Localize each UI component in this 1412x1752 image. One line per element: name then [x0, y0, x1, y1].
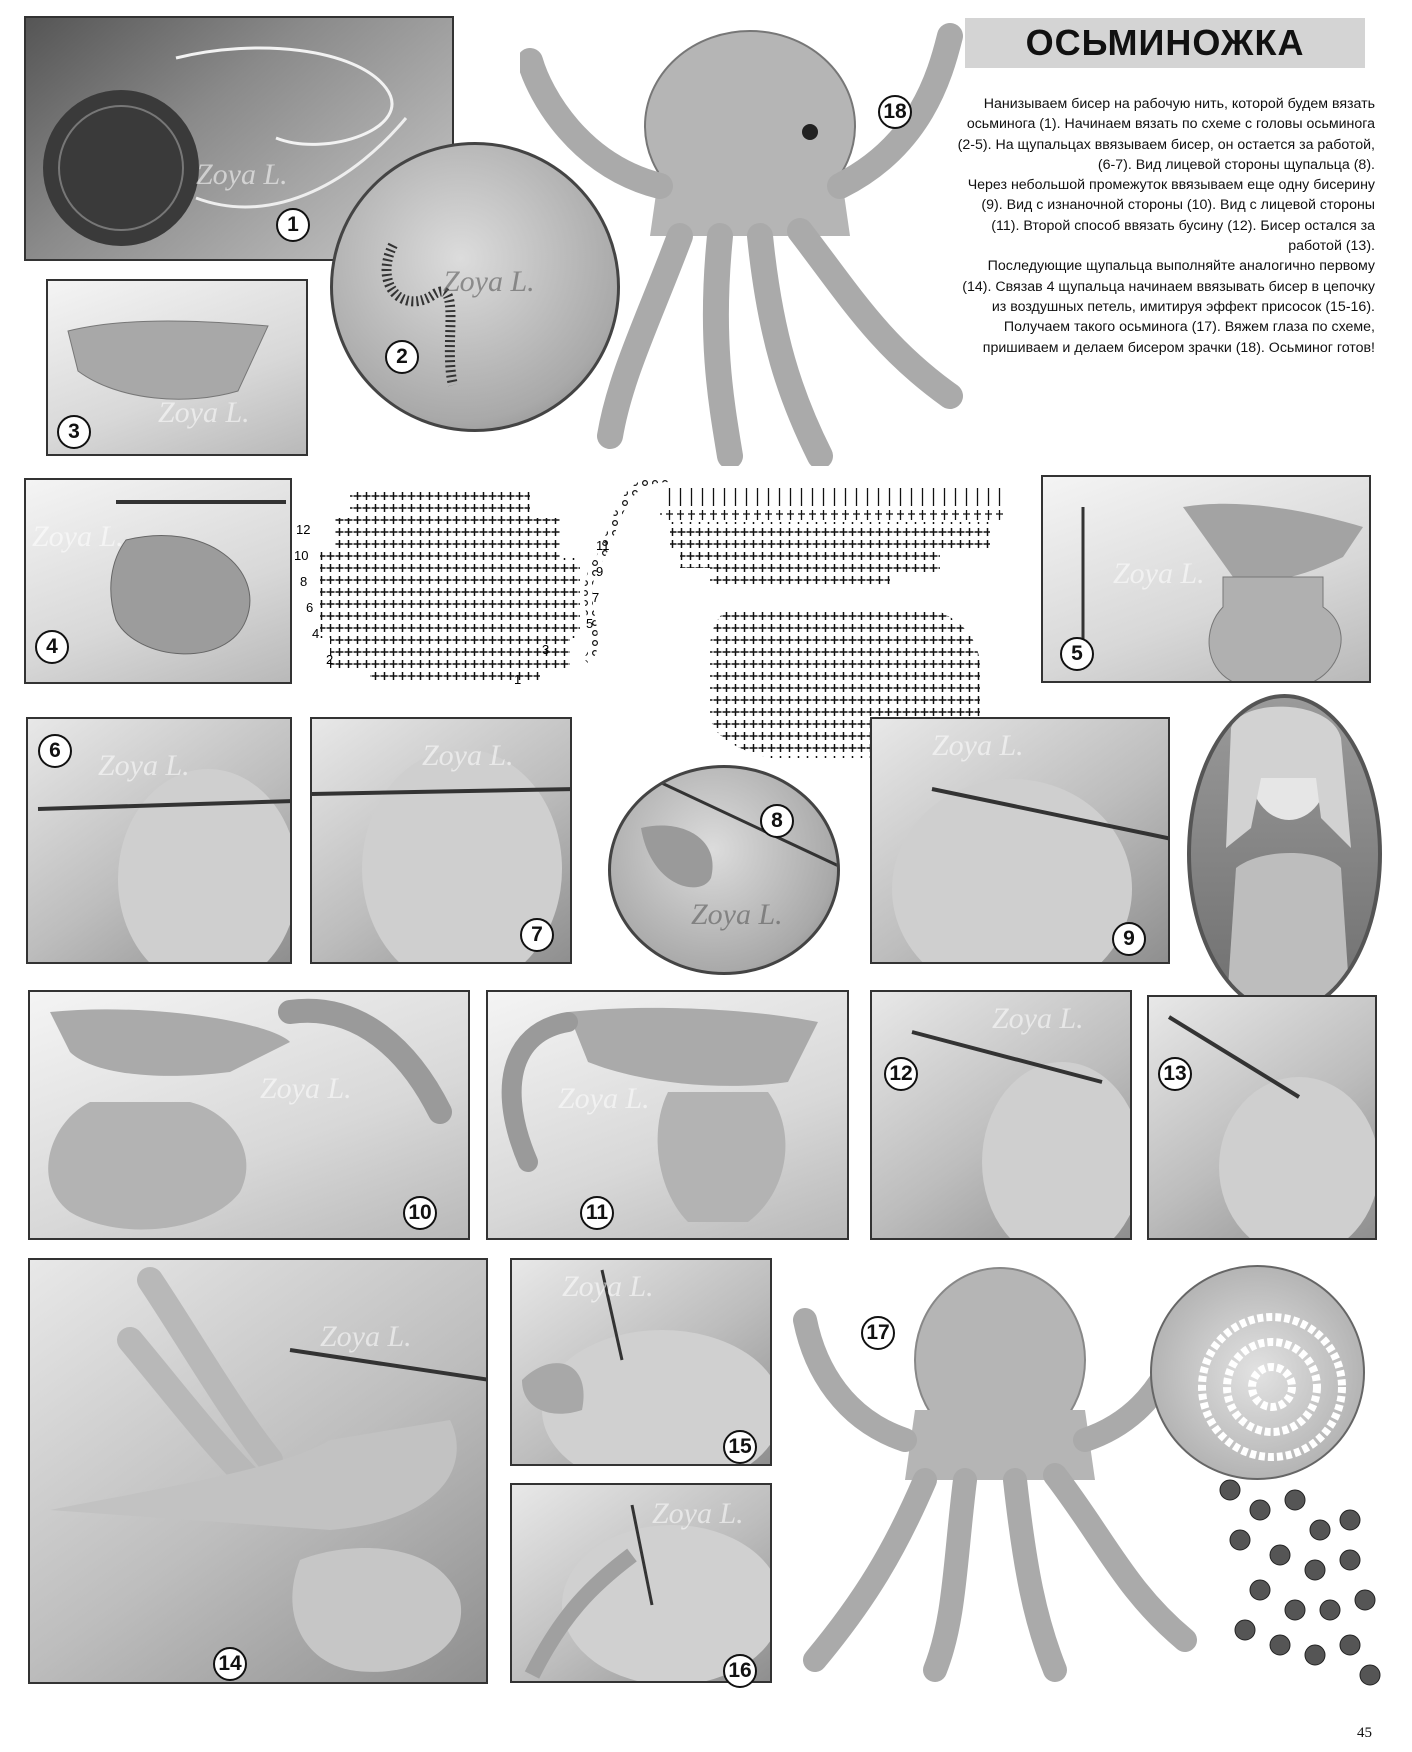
photo-step-11 — [486, 990, 849, 1240]
step-number: 4 — [35, 630, 69, 664]
watermark: Zoya L. — [260, 1072, 352, 1105]
step-number: 18 — [878, 95, 912, 129]
row-label: 1 — [514, 672, 522, 687]
step-number: 9 — [1112, 922, 1146, 956]
step-number: 6 — [38, 734, 72, 768]
row-label: 8 — [300, 574, 308, 589]
row-label: 7 — [592, 590, 600, 605]
octopus-photo-17 — [785, 1260, 1205, 1690]
step-number: 5 — [1060, 637, 1094, 671]
model-photo — [1187, 694, 1382, 1014]
instructions-paragraph: Последующие щупальца выполняйте аналогично первому (14). Связав 4 щупальца начинаем ввязывать бисер в цепочку из воздушных петель, имитируя эффект присосок (15-16). Получаем такого осьминога (17). Вяжем глаза по схеме, пришиваем и делаем бисером зрачки (18). Осьминог готов! — [962, 258, 1375, 356]
beads-circle-photo — [1150, 1265, 1365, 1480]
step-number: 13 — [1158, 1057, 1192, 1091]
watermark: Zoya L. — [196, 158, 288, 191]
watermark: Zoya L. — [98, 749, 190, 782]
instructions-paragraph: Через небольшой промежуток ввязываем еще одну бисерину (9). Вид с изнаночной стороны (10). Вид с лицевой стороны (11). Второй способ ввязать бусину (12). Бисер остался за работой (13). — [967, 177, 1375, 255]
step-number: 8 — [760, 804, 794, 838]
step-number: 12 — [884, 1057, 918, 1091]
photo-step-16 — [510, 1483, 772, 1683]
row-label: 9 — [596, 564, 604, 579]
tentacles-in-progress-illustration — [30, 1260, 488, 1684]
photo-step-12 — [870, 990, 1132, 1240]
loose-beads-illustration — [1200, 1460, 1390, 1700]
photo-step-14 — [28, 1258, 488, 1684]
watermark: Zoya L. — [1113, 557, 1205, 590]
tentacle-back-illustration — [30, 992, 470, 1240]
page-title: ОСЬМИНОЖКА — [965, 18, 1365, 68]
instructions-text — [955, 94, 1375, 358]
row-label: 12 — [296, 522, 311, 537]
photo-step-8 — [608, 765, 840, 975]
row-label: 5 — [586, 616, 594, 631]
step-number: 3 — [57, 415, 91, 449]
watermark: Zoya L. — [443, 265, 535, 298]
model-figure-illustration — [1191, 698, 1382, 1014]
step-number: 7 — [520, 918, 554, 952]
row-label: 3 — [542, 642, 550, 657]
octopus-photo-18 — [520, 16, 980, 466]
hand-crochet-illustration — [1149, 997, 1377, 1240]
watermark: Zoya L. — [32, 520, 124, 553]
instructions-paragraph: Нанизываем бисер на рабочую нить, которой будем вязать осьминога (1). Начинаем вязать по схеме с головы осьминога (2-5). На щупальцах ввязываем бисер, он остается за работой, (6-7). Вид лицевой стороны щупальца (8). — [957, 96, 1375, 173]
row-label: 10 — [294, 548, 309, 563]
step-number: 14 — [213, 1647, 247, 1681]
step-number: 1 — [276, 208, 310, 242]
step-number: 17 — [861, 1316, 895, 1350]
row-label: 11 — [596, 538, 610, 553]
row-label: 2 — [326, 652, 334, 667]
step-number: 15 — [723, 1430, 757, 1464]
step-number: 11 — [580, 1196, 614, 1230]
row-label: 6 — [306, 600, 314, 615]
watermark: Zoya L. — [422, 739, 514, 772]
step-number: 10 — [403, 1196, 437, 1230]
watermark: Zoya L. — [558, 1082, 650, 1115]
watermark: Zoya L. — [158, 396, 250, 429]
photo-step-13 — [1147, 995, 1377, 1240]
watermark: Zoya L. — [562, 1270, 654, 1303]
watermark: Zoya L. — [652, 1497, 744, 1530]
page-number: 45 — [1357, 1725, 1372, 1741]
tentacle-face-illustration — [611, 768, 840, 975]
watermark: Zoya L. — [992, 1002, 1084, 1035]
watermark: Zoya L. — [320, 1320, 412, 1353]
bead-spiral-illustration — [1152, 1267, 1365, 1480]
watermark: Zoya L. — [691, 898, 783, 931]
tentacle-front-illustration — [488, 992, 849, 1240]
step-number: 16 — [723, 1654, 757, 1688]
watermark: Zoya L. — [932, 729, 1024, 762]
step-number: 2 — [385, 340, 419, 374]
row-label: 4 — [312, 626, 320, 641]
photo-step-10 — [28, 990, 470, 1240]
